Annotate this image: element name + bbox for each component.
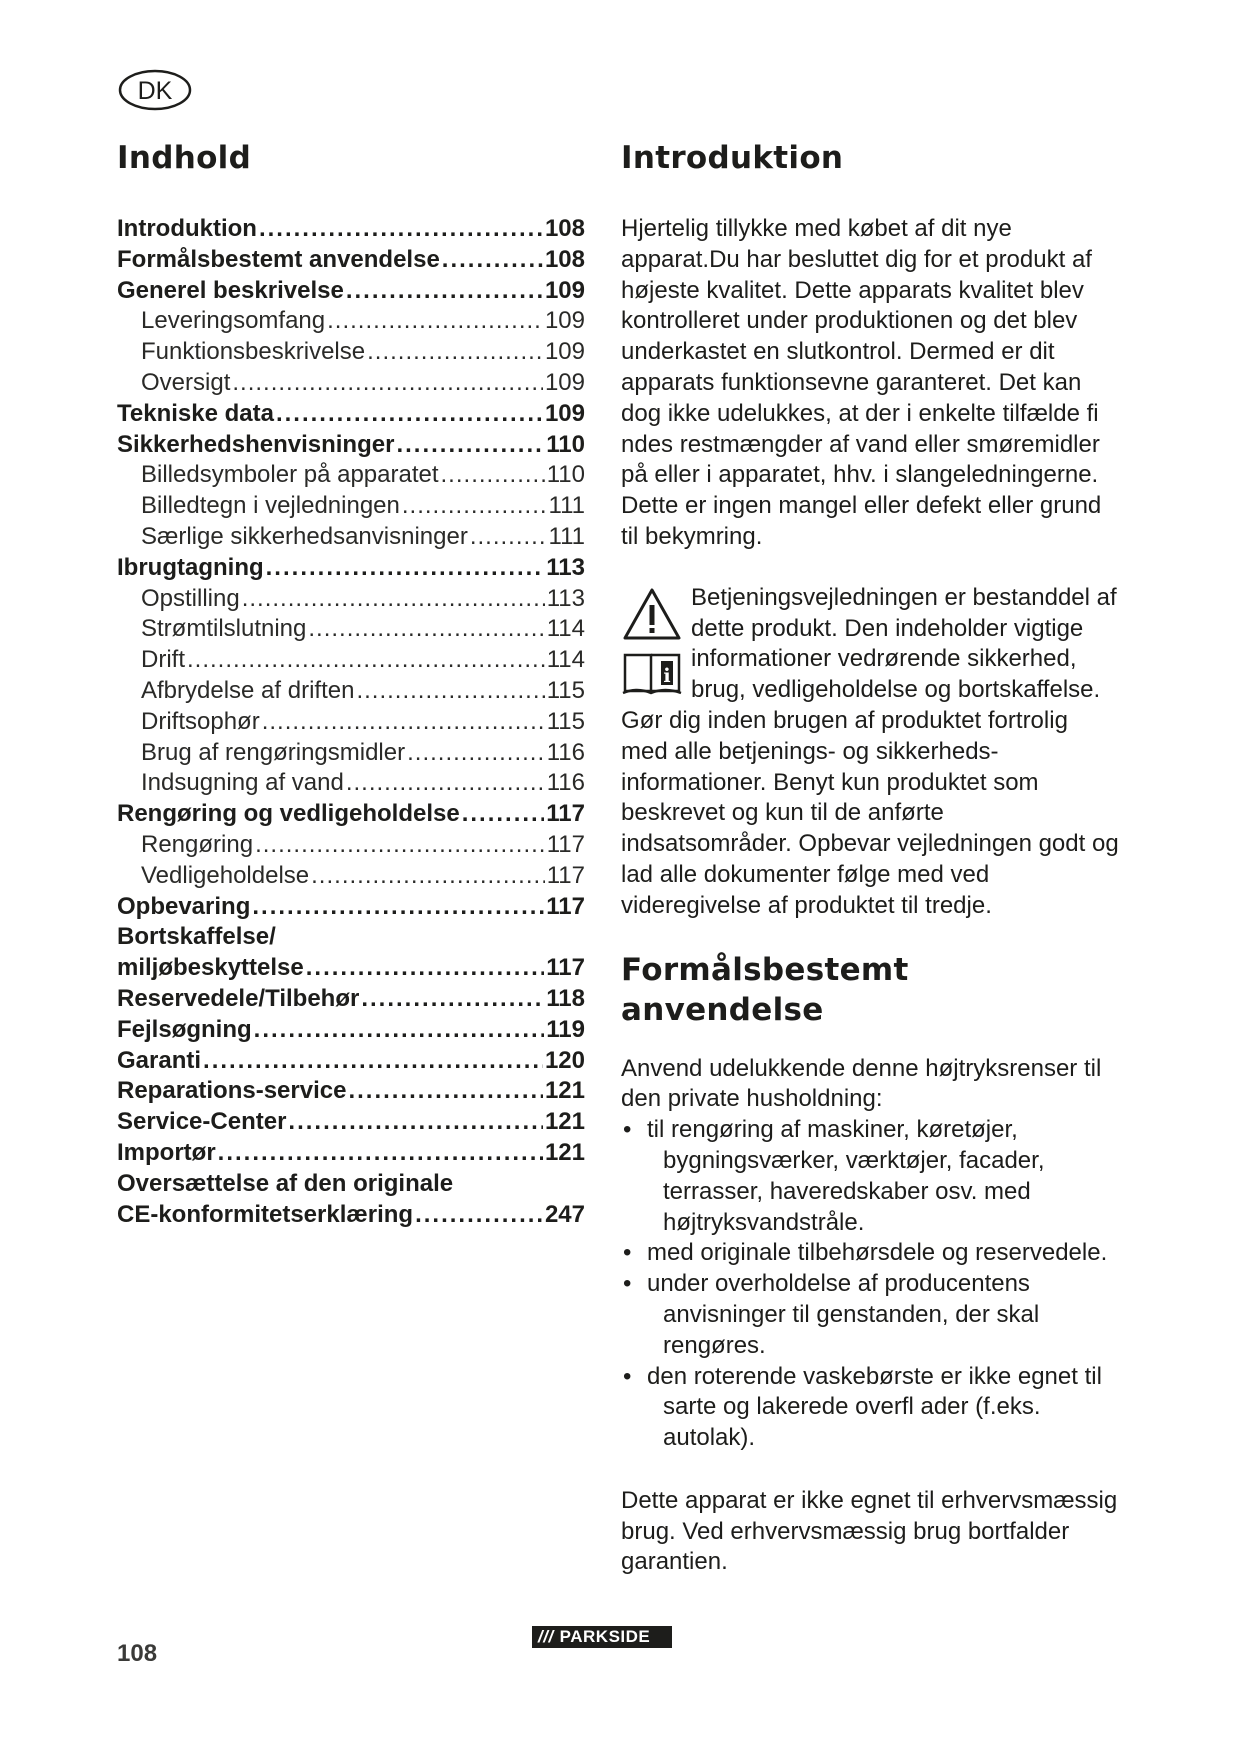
toc-entry-page: 109: [544, 399, 585, 427]
toc-entry: [117, 738, 585, 769]
toc-leader-dots: [402, 491, 547, 522]
toc-entry-page: 109: [544, 276, 585, 304]
toc-entry-title: Garanti: [117, 1046, 202, 1074]
intended-use-heading-line2: anvendelse: [621, 991, 824, 1028]
toc-entry: [117, 491, 585, 522]
toc-entry-title: Ibrugtagning: [117, 553, 264, 581]
toc-entry: [117, 799, 585, 830]
toc-entry-title: Service-Center: [117, 1108, 287, 1136]
toc-entry-page: 109: [544, 368, 585, 396]
toc-entry: [117, 245, 585, 276]
toc-leader-dots: [242, 584, 545, 615]
notice-text: Betjeningsvejledningen er bestanddel af dette produkt. Den indeholder vigtige informationer vedrørende sikkerhed, brug, vedligeholdelse og bortskaffelse. Gør dig inden brugen af produktet fortrolig med alle betjenings- og sikkerheds-informationer. Benyt kun produktet som beskrevet og kun til de anførte indsatsområder. Opbevar vejledningen godt og lad alle dokumenter følge med ved videregivelse af produktet til tredje.: [621, 583, 1119, 919]
toc-entry-title: Oversigt: [141, 368, 231, 396]
toc-entry-title: Tekniske data: [117, 399, 274, 427]
toc-leader-dots: [252, 892, 544, 923]
toc-entry-title: Driftsophør: [141, 707, 260, 735]
toc-entry-title: Billedtegn i vejledningen: [141, 492, 400, 520]
toc-leader-dots: [367, 337, 543, 368]
toc-entry-title: Oversættelse af den originale: [117, 1169, 454, 1197]
toc-list: [117, 214, 585, 1230]
toc-entry-page: 108: [544, 215, 585, 242]
toc-entry-page: 114: [546, 615, 585, 643]
toc-entry-page: 121: [544, 1077, 585, 1105]
toc-leader-dots: [308, 614, 544, 645]
toc-entry: [117, 1200, 585, 1231]
bullet-item: • under overholdelse af producentens anvisninger til genstanden, der skal rengøres.: [621, 1269, 1121, 1361]
toc-leader-dots: [254, 1015, 545, 1046]
closing-paragraph: Dette apparat er ikke egnet til erhvervsmæssig brug. Ved erhvervsmæssig brug bortfalder garantien.: [621, 1486, 1118, 1576]
toc-entry-page: 117: [546, 830, 585, 858]
toc-entry-page: 111: [548, 522, 585, 550]
toc-entry: [117, 306, 585, 337]
toc-entry-title: Reservedele/Tilbehør: [117, 984, 360, 1012]
language-badge: [117, 68, 195, 112]
manual-notice: [621, 583, 1121, 922]
toc-entry-title: Bortskaffelse/: [117, 923, 276, 951]
toc-leader-dots: [232, 368, 543, 399]
language-badge-text: DK: [137, 77, 173, 105]
toc-entry-title: Opbevaring: [117, 892, 251, 920]
toc-entry-page: 116: [546, 738, 585, 766]
toc-entry-title: Funktionsbeskrivelse: [141, 338, 366, 366]
toc-leader-dots: [327, 306, 543, 337]
toc-entry-title: Reparations-service: [117, 1077, 347, 1105]
toc-entry-title: Opstilling: [141, 584, 240, 612]
read-manual-book-icon: [623, 655, 681, 693]
toc-leader-dots: [462, 799, 545, 830]
toc-entry-title: Vedligeholdelse: [141, 861, 310, 889]
toc-entry-page: 109: [544, 307, 585, 335]
toc-column: [117, 138, 585, 1230]
bullet-item: • med originale tilbehørsdele og reservedele.: [621, 1238, 1121, 1269]
toc-leader-dots: [259, 214, 543, 245]
toc-entry-title: Afbrydelse af driften: [141, 676, 355, 704]
notice-icons: [621, 585, 683, 703]
toc-entry-title: CE-konformitetserklæring: [117, 1200, 414, 1228]
toc-leader-dots: [311, 861, 545, 892]
toc-entry-page: 115: [546, 676, 585, 704]
toc-entry-page: 108: [544, 245, 585, 273]
brand-slashes-icon: ///: [538, 1627, 554, 1646]
toc-entry: [117, 768, 585, 799]
content-column: [621, 138, 1121, 1578]
toc-entry-page: 109: [544, 338, 585, 366]
toc-entry-title: Introduktion: [117, 215, 257, 242]
introduction-heading: Introduktion: [621, 140, 844, 176]
toc-entry-page: 117: [546, 954, 585, 982]
toc-entry: [117, 707, 585, 738]
toc-entry-title: Rengøring: [141, 830, 254, 858]
intended-use-heading-line1: Formålsbestemt: [621, 951, 909, 988]
language-badge-oval: [117, 68, 195, 112]
toc-entry-title: Fejlsøgning: [117, 1015, 252, 1043]
toc-entry-title: Formålsbestemt anvendelse: [117, 245, 440, 273]
toc-entry: [117, 460, 585, 491]
toc-leader-dots: [441, 460, 545, 491]
toc-leader-dots: [396, 430, 544, 461]
toc-leader-dots: [346, 768, 545, 799]
toc-leader-dots: [346, 276, 543, 307]
bullet-item: • den roterende vaskebørste er ikke egnet til sarte og lakerede overfl ader (f.eks. autolak).: [621, 1362, 1121, 1454]
toc-leader-dots: [442, 245, 543, 276]
toc-leader-dots: [187, 645, 545, 676]
toc-entry: [117, 922, 585, 953]
toc-entry: [117, 1138, 585, 1169]
toc-leader-dots: [288, 1107, 543, 1138]
page-number: 108: [117, 1640, 158, 1667]
toc-entry-title: Indsugning af vand: [141, 769, 344, 797]
brand-logo: [532, 1626, 672, 1648]
toc-entry-page: 116: [546, 769, 585, 797]
brand-name: PARKSIDE: [559, 1627, 651, 1646]
toc-entry-title: Brug af rengøringsmidler: [141, 738, 406, 766]
toc-entry: [117, 1107, 585, 1138]
toc-entry: [117, 214, 585, 245]
toc-entry-page: 113: [546, 584, 585, 612]
toc-leader-dots: [276, 399, 543, 430]
toc-entry-title: Sikkerhedshenvisninger: [117, 430, 395, 458]
toc-entry-page: 117: [546, 861, 585, 889]
toc-entry-title: Drift: [141, 646, 185, 674]
toc-entry: [117, 645, 585, 676]
toc-entry: [117, 676, 585, 707]
toc-entry: [117, 399, 585, 430]
toc-entry: [117, 984, 585, 1015]
toc-entry-title: Leveringsomfang: [141, 307, 326, 335]
toc-entry-page: 117: [546, 892, 585, 920]
toc-entry-page: 113: [546, 553, 585, 581]
toc-entry: [117, 1046, 585, 1077]
toc-entry-page: 119: [546, 1015, 585, 1043]
toc-leader-dots: [306, 953, 545, 984]
toc-leader-dots: [255, 830, 545, 861]
toc-entry-title: Billedsymboler på apparatet: [141, 461, 439, 489]
toc-entry: [117, 584, 585, 615]
toc-heading: Indhold: [117, 140, 252, 176]
intended-use-heading: [621, 950, 1121, 1030]
toc-entry: [117, 1169, 585, 1200]
toc-entry: [117, 614, 585, 645]
intended-use-lead: Anvend udelukkende denne højtryksrenser til den private husholdning:: [621, 1054, 1102, 1113]
toc-entry-title: Importør: [117, 1138, 216, 1166]
toc-leader-dots: [415, 1200, 543, 1231]
toc-entry: [117, 861, 585, 892]
toc-entry-page: 110: [546, 430, 585, 458]
toc-entry: [117, 953, 585, 984]
toc-leader-dots: [361, 984, 544, 1015]
toc-entry-page: 114: [546, 646, 585, 674]
toc-entry: [117, 1015, 585, 1046]
toc-entry: [117, 522, 585, 553]
toc-leader-dots: [203, 1046, 543, 1077]
toc-entry-title: Rengøring og vedligeholdelse: [117, 800, 460, 828]
toc-entry-title: Generel beskrivelse: [117, 276, 344, 304]
toc-leader-dots: [262, 707, 545, 738]
toc-entry-page: 115: [546, 707, 585, 735]
toc-entry-page: 120: [544, 1046, 585, 1074]
toc-leader-dots: [407, 738, 545, 769]
toc-entry-page: 247: [544, 1200, 585, 1228]
toc-leader-dots: [348, 1076, 543, 1107]
toc-entry-page: 117: [546, 800, 585, 828]
toc-entry: [117, 830, 585, 861]
svg-text:i: i: [663, 664, 671, 687]
toc-entry-page: 111: [548, 492, 585, 520]
toc-entry-page: 121: [544, 1108, 585, 1136]
toc-entry-page: 121: [544, 1138, 585, 1166]
toc-entry-page: 118: [546, 984, 585, 1012]
warning-triangle-icon: [625, 590, 679, 638]
toc-entry-title: miljøbeskyttelse: [117, 954, 304, 982]
toc-entry: [117, 553, 585, 584]
toc-leader-dots: [470, 522, 547, 553]
toc-leader-dots: [356, 676, 544, 707]
intended-use-bullets: [621, 1115, 1121, 1454]
introduction-paragraph: Hjertelig tillykke med købet af dit nye apparat.Du har besluttet dig for et produkt af højeste kvalitet. Dette apparats kvalitet blev kontrolleret under produktionen og det blev underkastet en slutkontrol. Dermed er dit apparats funktionsevne garanteret. Det kan dog ikke udelukkes, at der i enkelte tilfælde fi ndes restmængder af vand eller smøremidler på eller i apparatet, hhv. i slangeledningerne. Dette er ingen mangel eller defekt eller grund til bekymring.: [621, 215, 1102, 550]
toc-leader-dots: [266, 553, 545, 584]
toc-entry: [117, 1076, 585, 1107]
toc-leader-dots: [218, 1138, 543, 1169]
toc-entry: [117, 276, 585, 307]
toc-entry-title: Strømtilslutning: [141, 615, 307, 643]
toc-entry: [117, 337, 585, 368]
toc-entry-title: Særlige sikkerhedsanvisninger: [141, 522, 468, 550]
toc-entry: [117, 368, 585, 399]
toc-entry: [117, 430, 585, 461]
toc-entry-page: 110: [546, 461, 585, 489]
toc-entry: [117, 892, 585, 923]
bullet-item: • til rengøring af maskiner, køretøjer, bygningsværker, værktøjer, facader, terrasser, haveredskaber osv. med højtryksvandstråle.: [621, 1115, 1121, 1238]
